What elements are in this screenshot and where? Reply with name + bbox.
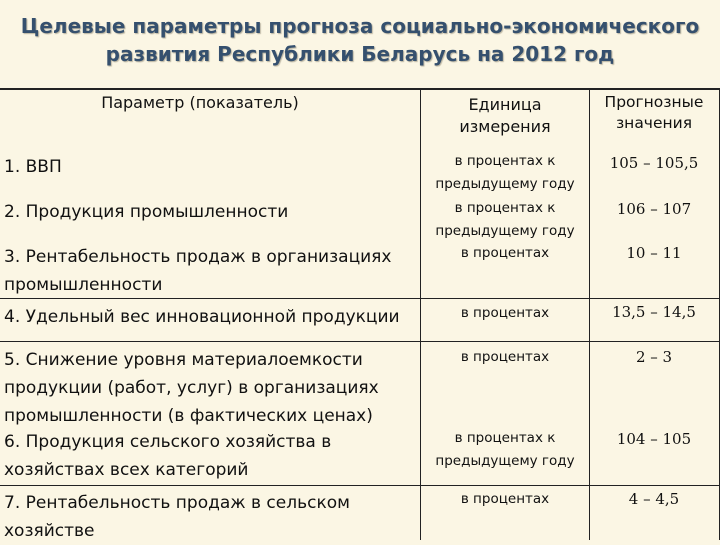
table-row-unit (420, 346, 590, 369)
table-row-value: 104 – 105 (616, 430, 692, 448)
param-text: промышленности (4, 275, 163, 295)
row-separator (0, 341, 720, 342)
table-row-param (4, 346, 419, 430)
table-row-value: 4 – 4,5 (628, 490, 680, 508)
table-row-value: 105 – 105,5 (609, 154, 699, 172)
unit-text: предыдущему году (435, 453, 575, 469)
param-text: 6. Продукция сельского хозяйства в (4, 432, 332, 452)
header-value-line-2: значения (615, 114, 693, 132)
param-text: хозяйствах всех категорий (4, 460, 249, 480)
row-separator (0, 485, 720, 486)
table-row-value: 2 – 3 (635, 348, 673, 366)
table-row-unit (420, 488, 590, 511)
table-row-unit (420, 302, 590, 325)
unit-text: в процентах (460, 349, 550, 365)
unit-text: в процентах (460, 305, 550, 321)
title-line-2: развития Республики Беларусь на 2012 год (105, 42, 615, 66)
table-row-unit (420, 242, 590, 265)
param-text: 4. Удельный вес инновационной продукции (4, 307, 400, 327)
param-text: промышленности (в фактических ценах) (4, 406, 373, 426)
unit-text: предыдущему году (435, 176, 575, 192)
unit-text: в процентах к (454, 153, 556, 169)
title-line-1: Целевые параметры прогноза социально-экономического (20, 14, 700, 38)
param-text: хозяйстве (4, 521, 95, 541)
table-row-param (4, 153, 419, 181)
header-param (20, 92, 380, 114)
header-value-line-1: Прогнозные (604, 93, 704, 111)
param-text: 1. ВВП (4, 157, 62, 177)
unit-text: в процентах (460, 245, 550, 261)
table-row-param (4, 303, 419, 331)
page-title (0, 0, 720, 80)
table-row-value: 10 – 11 (626, 244, 682, 262)
param-text: продукции (работ, услуг) в организациях (4, 378, 379, 398)
table-row-value: 13,5 – 14,5 (612, 303, 696, 321)
table-row-param (4, 489, 419, 545)
unit-text: в процентах к (454, 200, 556, 216)
unit-text: в процентах к (454, 430, 556, 446)
table-row-unit (420, 150, 590, 196)
table-row-unit (420, 197, 590, 243)
unit-text: в процентах (460, 491, 550, 507)
table-row-param (4, 428, 419, 484)
header-unit-line-2: измерения (459, 117, 551, 136)
param-text: 5. Снижение уровня материалоемкости (4, 350, 363, 370)
param-text: 7. Рентабельность продаж в сельском (4, 493, 350, 513)
header-value (588, 92, 720, 134)
table-row-param (4, 198, 419, 226)
header-unit (420, 94, 590, 138)
table-row-unit (420, 427, 590, 473)
row-separator (0, 298, 720, 299)
header-unit-line-1: Единица (468, 95, 542, 114)
table-row-param (4, 243, 419, 299)
unit-text: предыдущему году (435, 223, 575, 239)
header-param-label: Параметр (показатель) (101, 93, 299, 112)
table-top-border (0, 88, 720, 90)
table-row-value: 106 – 107 (616, 200, 692, 218)
param-text: 2. Продукция промышленности (4, 202, 289, 222)
param-text: 3. Рентабельность продаж в организациях (4, 247, 392, 267)
